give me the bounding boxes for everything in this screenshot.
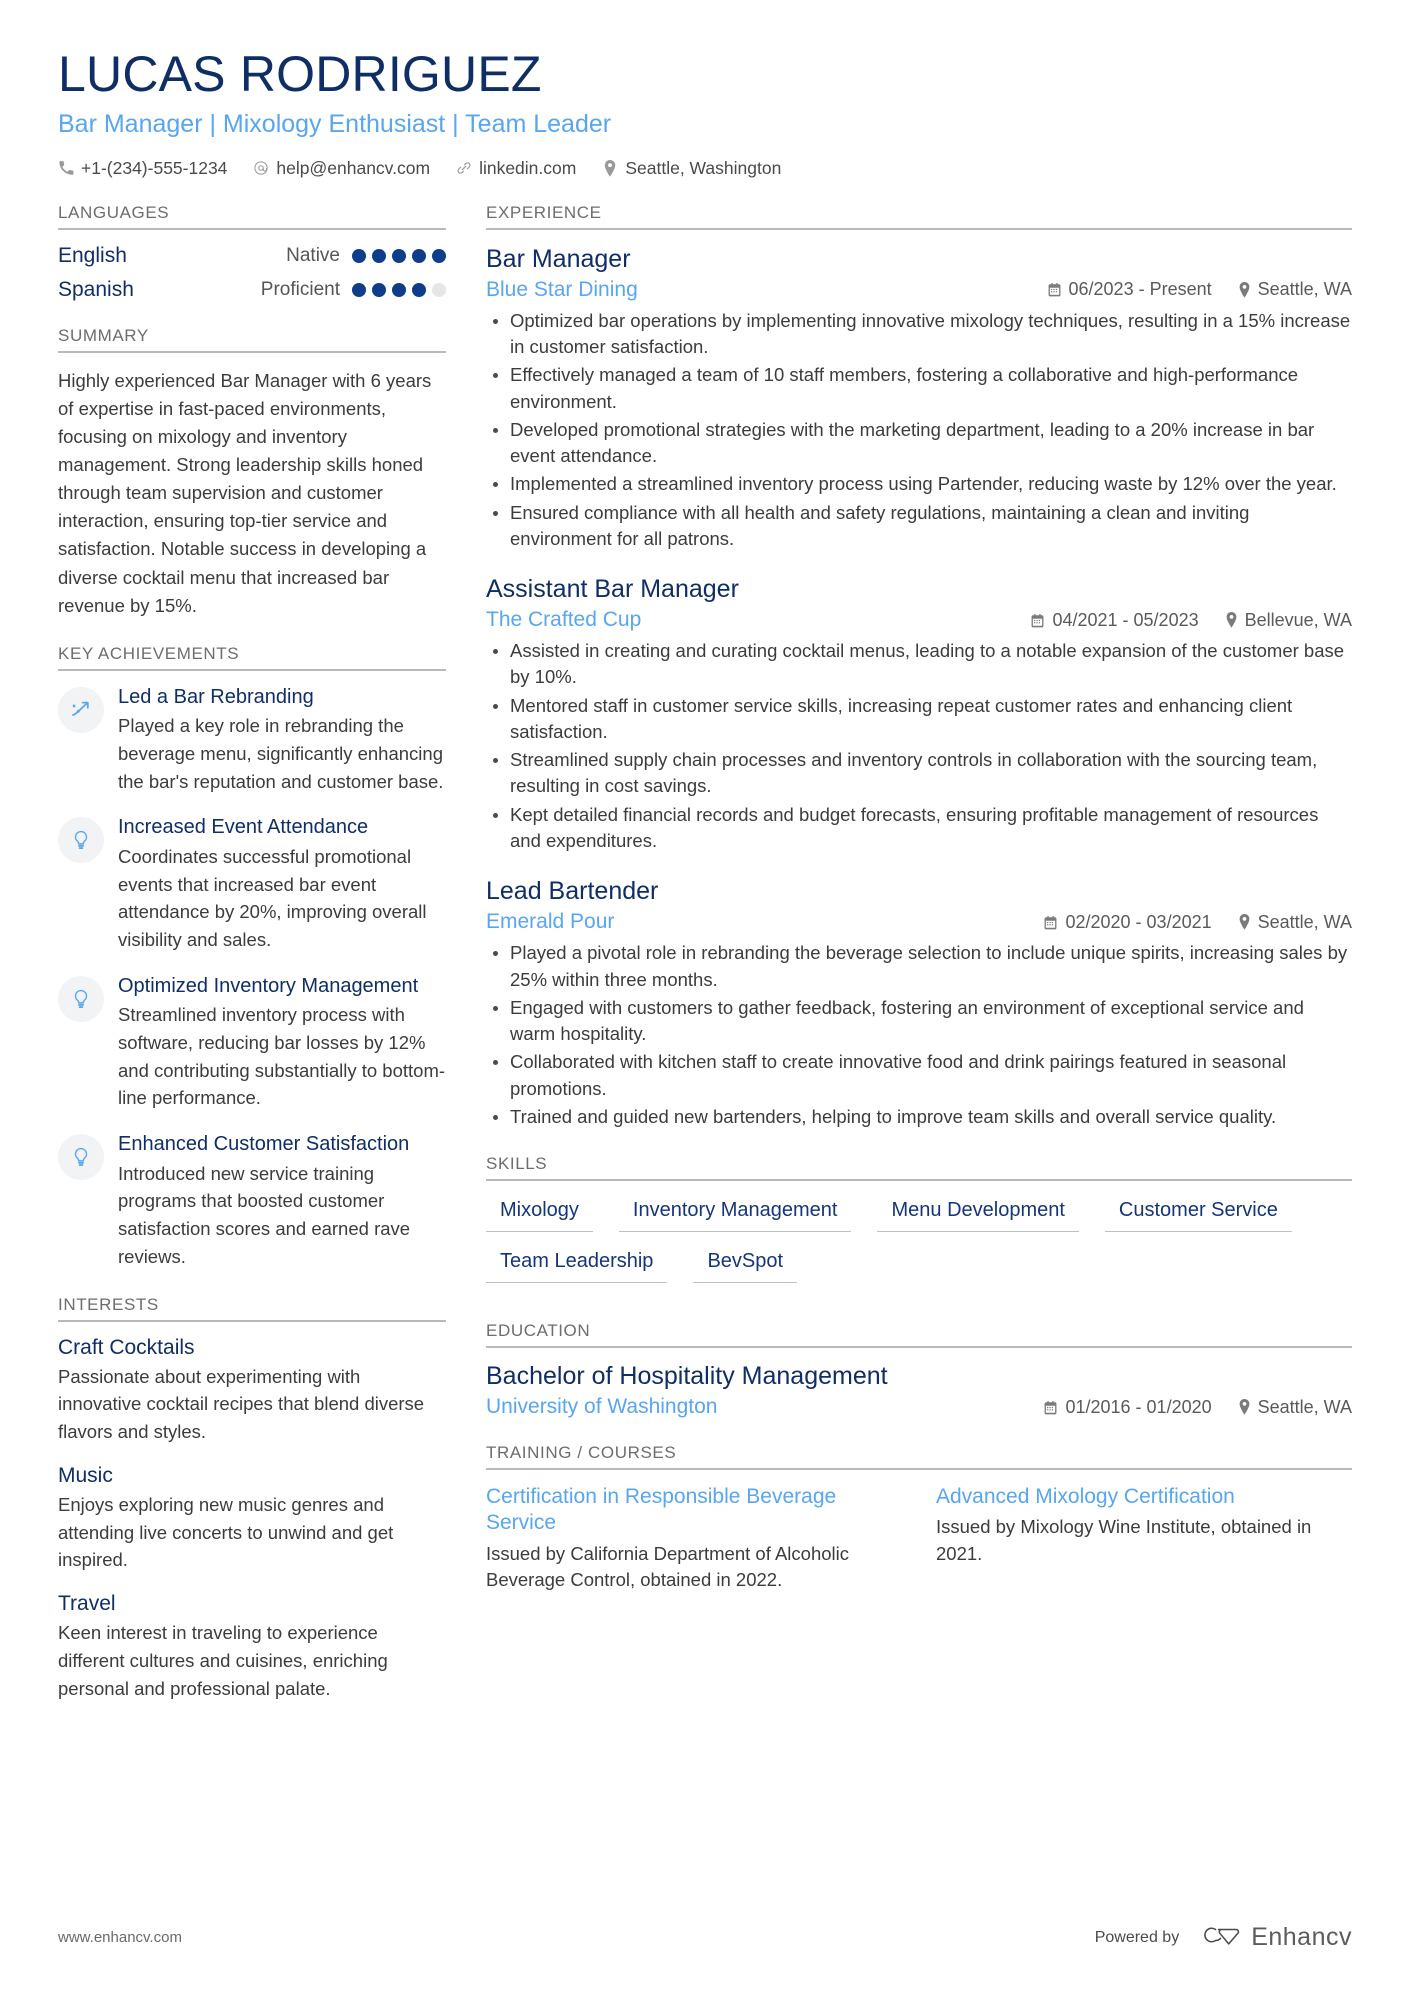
achievement-item (58, 815, 446, 953)
resume-header (58, 48, 1352, 179)
education-dates (1043, 1397, 1211, 1418)
section-training (486, 1443, 1352, 1594)
enhancv-logo-icon (1197, 1922, 1241, 1953)
education-location-text: Seattle, WA (1257, 1396, 1352, 1417)
job-bullet: Implemented a streamlined inventory process using Partender, reducing waste by 12% over the year. (486, 471, 1352, 497)
page-title: LUCAS RODRIGUEZ (58, 46, 542, 102)
section-experience (486, 203, 1352, 1130)
course-text: Issued by California Department of Alcoholic Beverage Control, obtained in 2022. (486, 1542, 849, 1591)
course-item (936, 1484, 1352, 1594)
education-dates-text: 01/2016 - 01/2020 (1065, 1396, 1212, 1417)
location-icon (1238, 914, 1251, 930)
calendar-icon (1043, 915, 1058, 930)
job-title: Assistant Bar Manager (486, 575, 739, 604)
section-heading-education: EDUCATION (486, 1321, 1352, 1348)
location-icon (1238, 282, 1251, 298)
achievement-text: Coordinates successful promotional events that increased bar event attendance by 20%, improving overall visibility and sales. (118, 845, 427, 951)
education-item (486, 1362, 1352, 1419)
language-name: English (58, 243, 127, 267)
job-bullet: Mentored staff in customer service skills, increasing repeat customer rates and enhancing client satisfaction. (486, 693, 1352, 746)
rating-dot (412, 283, 426, 297)
interest-item (58, 1592, 446, 1702)
job-bullet: Played a pivotal role in rebranding the beverage selection to include unique spirits, increasing sales by 25% within three months. (486, 940, 1352, 993)
job-bullet: Streamlined supply chain processes and inventory controls in collaboration with the sourcing team, resulting in cost savings. (486, 747, 1352, 800)
rating-dot (352, 283, 366, 297)
resume-body (58, 203, 1352, 1727)
rating-dot (372, 249, 386, 263)
job-location (1238, 912, 1352, 933)
achievement-text: Streamlined inventory process with software, reducing bar losses by 12% and contributing substantially to bottom-line performance. (118, 1004, 446, 1109)
interest-text: Keen interest in traveling to experience different cultures and cuisines, enriching personal and professional palate. (58, 1622, 388, 1699)
section-heading-interests: INTERESTS (58, 1295, 446, 1322)
interest-title: Music (58, 1463, 113, 1487)
language-level: Proficient (260, 278, 340, 300)
skills-list (486, 1195, 1352, 1297)
job-bullet: Effectively managed a team of 10 staff members, fostering a collaborative and high-performance environment. (486, 362, 1352, 415)
job-location (1225, 610, 1352, 631)
calendar-icon (1030, 613, 1045, 628)
course-title: Advanced Mixology Certification (936, 1485, 1235, 1509)
job-title: Bar Manager (486, 244, 631, 273)
job-location-text: Seattle, WA (1257, 279, 1352, 300)
section-education (486, 1321, 1352, 1419)
achievement-text: Played a key role in rebranding the beverage menu, significantly enhancing the bar's reputation and customer base. (118, 715, 444, 792)
job-bullet: Optimized bar operations by implementing innovative mixology techniques, resulting in a 15% increase in customer satisfaction. (486, 308, 1352, 361)
location-icon (602, 160, 618, 177)
experience-item (486, 244, 1352, 552)
achievement-body (118, 1132, 446, 1270)
contact-email[interactable] (253, 158, 430, 179)
course-text: Issued by Mixology Wine Institute, obtained in 2021. (936, 1516, 1312, 1565)
job-location-text: Bellevue, WA (1244, 609, 1352, 630)
section-heading-experience: EXPERIENCE (486, 203, 1352, 230)
skill-tag: Mixology (486, 1195, 593, 1232)
education-degree: Bachelor of Hospitality Management (486, 1362, 888, 1391)
language-rating-dots (352, 283, 446, 297)
experience-item (486, 574, 1352, 854)
job-meta (486, 608, 1352, 632)
headline: Bar Manager | Mixology Enthusiast | Team Leader (58, 109, 612, 138)
rating-dot (372, 283, 386, 297)
courses-list (486, 1484, 1352, 1594)
skill-tag: Team Leadership (486, 1246, 667, 1283)
contact-link-text: linkedin.com (479, 157, 577, 178)
job-dates-text: 06/2023 - Present (1068, 279, 1212, 300)
trend-arrow-icon (58, 687, 104, 733)
job-bullet: Assisted in creating and curating cocktail menus, leading to a notable expansion of the customer base by 10%. (486, 638, 1352, 691)
achievement-body (118, 815, 446, 953)
job-bullet: Developed promotional strategies with the marketing department, leading to a 20% increase in bar event attendance. (486, 417, 1352, 470)
skill-tag: Customer Service (1105, 1195, 1292, 1232)
rating-dot (392, 283, 406, 297)
email-icon (253, 160, 269, 176)
language-item (58, 278, 446, 302)
skill-tag: Menu Development (877, 1195, 1078, 1232)
calendar-icon (1043, 1400, 1058, 1415)
section-heading-training: TRAINING / COURSES (486, 1443, 1352, 1470)
job-location (1238, 279, 1352, 300)
section-heading-languages: LANGUAGES (58, 203, 446, 230)
lightbulb-icon (58, 817, 104, 863)
link-icon (456, 160, 472, 176)
job-bullet: Collaborated with kitchen staff to create innovative food and drink pairings featured in seasonal promotions. (486, 1049, 1352, 1102)
left-column (58, 203, 480, 1727)
skill-tag: Inventory Management (619, 1195, 852, 1232)
job-title: Lead Bartender (486, 877, 659, 906)
achievement-title: Increased Event Attendance (118, 816, 369, 839)
job-location-text: Seattle, WA (1257, 911, 1352, 932)
job-meta (486, 910, 1352, 934)
rating-dot (432, 249, 446, 263)
rating-dot-empty (432, 283, 446, 297)
section-heading-skills: SKILLS (486, 1154, 1352, 1181)
section-heading-summary: SUMMARY (58, 326, 446, 353)
experience-item (486, 876, 1352, 1130)
achievement-title: Led a Bar Rebranding (118, 685, 314, 708)
job-bullet: Ensured compliance with all health and safety regulations, maintaining a clean and inviting environment for all patrons. (486, 500, 1352, 553)
language-level: Native (286, 244, 340, 266)
job-dates-text: 04/2021 - 05/2023 (1052, 609, 1199, 630)
course-title: Certification in Responsible Beverage Service (486, 1485, 837, 1535)
job-bullet: Trained and guided new bartenders, helping to improve team skills and overall service quality. (486, 1104, 1352, 1130)
achievement-body (118, 974, 446, 1112)
brand-name: Enhancv (1251, 1923, 1352, 1951)
section-summary (58, 326, 446, 620)
job-dates (1030, 610, 1198, 631)
job-company: Blue Star Dining (486, 277, 638, 301)
phone-icon (58, 161, 74, 176)
interest-title: Travel (58, 1592, 116, 1616)
brand-logo (1197, 1922, 1352, 1953)
rating-dot (352, 249, 366, 263)
achievement-text: Introduced new service training programs that boosted customer satisfaction scores and earned rave reviews. (118, 1162, 411, 1267)
interest-title: Craft Cocktails (58, 1335, 195, 1359)
job-dates-text: 02/2020 - 03/2021 (1065, 911, 1212, 932)
section-heading-key-achievements: KEY ACHIEVEMENTS (58, 644, 446, 671)
job-dates (1047, 279, 1212, 300)
rating-dot (392, 249, 406, 263)
job-dates (1043, 912, 1211, 933)
resume-footer (58, 1922, 1352, 1953)
contact-email-text: help@enhancv.com (276, 157, 431, 178)
lightbulb-icon (58, 976, 104, 1022)
job-meta (486, 278, 1352, 302)
achievement-title: Optimized Inventory Management (118, 974, 419, 997)
job-bullet: Engaged with customers to gather feedback, fostering an environment of exceptional service and warm hospitality. (486, 995, 1352, 1048)
job-company: Emerald Pour (486, 910, 615, 934)
calendar-icon (1047, 282, 1062, 297)
language-item (58, 244, 446, 268)
education-location (1238, 1397, 1352, 1418)
location-icon (1225, 612, 1238, 628)
contact-location[interactable] (602, 158, 781, 179)
contact-phone[interactable] (58, 158, 227, 179)
language-rating-dots (352, 249, 446, 263)
education-meta (486, 1395, 1352, 1419)
interest-text: Enjoys exploring new music genres and attending live concerts to unwind and get inspired. (58, 1493, 394, 1571)
job-company: The Crafted Cup (486, 608, 642, 632)
interest-item (58, 1464, 446, 1574)
course-item (486, 1484, 902, 1594)
skill-tag: BevSpot (693, 1246, 797, 1283)
footer-url[interactable]: www.enhancv.com (58, 1929, 182, 1946)
achievement-item (58, 685, 446, 796)
powered-by (1095, 1922, 1352, 1953)
achievement-title: Enhanced Customer Satisfaction (118, 1133, 410, 1156)
job-bullets (486, 308, 1352, 552)
contact-row (58, 158, 1352, 179)
interest-item (58, 1336, 446, 1446)
rating-dot (412, 249, 426, 263)
section-skills (486, 1154, 1352, 1297)
contact-location-text: Seattle, Washington (625, 157, 782, 178)
job-bullets (486, 940, 1352, 1130)
section-key-achievements (58, 644, 446, 1271)
achievement-item (58, 1132, 446, 1270)
location-icon (1238, 1399, 1251, 1415)
powered-by-label: Powered by (1094, 1928, 1180, 1946)
achievement-body (118, 685, 446, 796)
summary-text: Highly experienced Bar Manager with 6 years of expertise in fast-paced environments, focusing on mixology and inventory management. Strong leadership skills honed through team supervision and customer interaction, ensuring top-tier service and satisfaction. Notable success in developing a diverse cocktail menu that increased bar revenue by 15%. (58, 369, 432, 616)
interest-text: Passionate about experimenting with innovative cocktail recipes that blend diverse flavors and styles. (58, 1365, 425, 1443)
section-interests (58, 1295, 446, 1703)
achievement-item (58, 974, 446, 1112)
lightbulb-icon (58, 1134, 104, 1180)
language-name: Spanish (58, 277, 134, 301)
right-column (480, 203, 1352, 1619)
job-bullet: Kept detailed financial records and budget forecasts, ensuring profitable management of resources and expenditures. (486, 802, 1352, 855)
education-school: University of Washington (486, 1395, 718, 1419)
section-languages (58, 203, 446, 302)
contact-link[interactable] (456, 158, 576, 179)
contact-phone-text: +1-(234)-555-1234 (81, 157, 228, 178)
job-bullets (486, 638, 1352, 854)
